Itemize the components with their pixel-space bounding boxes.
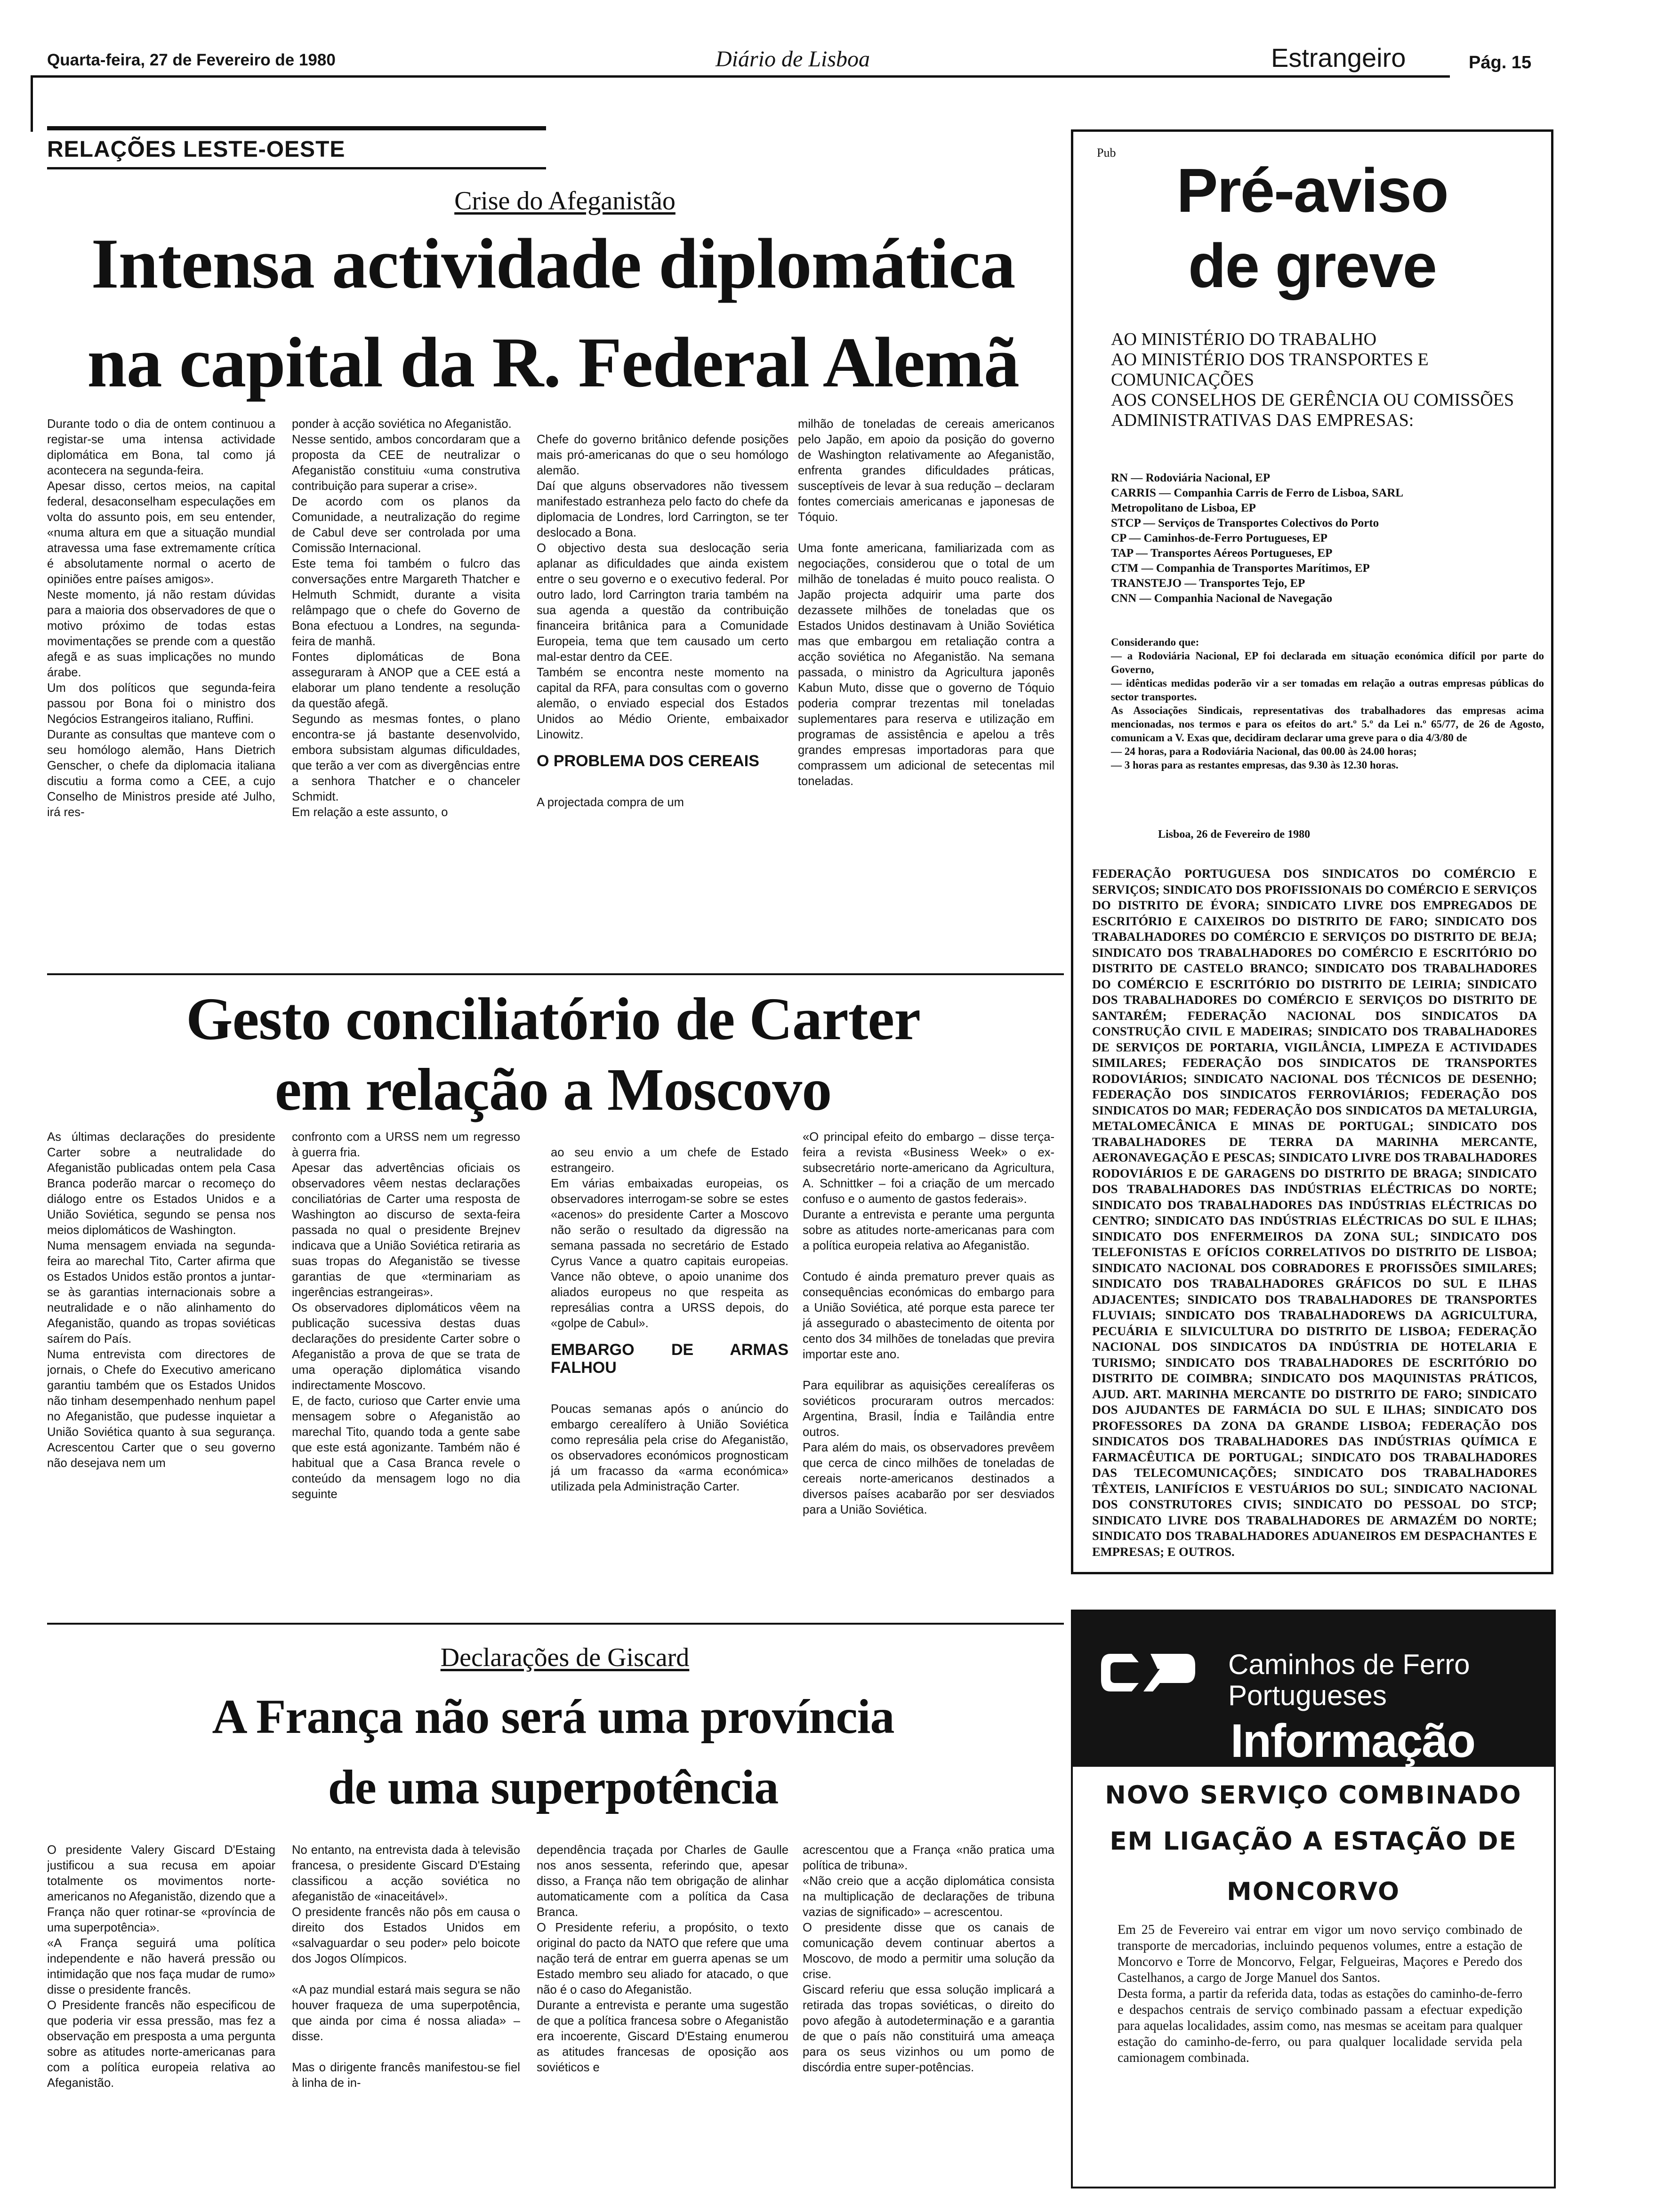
article1-column-4: milhão de toneladas de cereais americanos pelo Japão, em apoio da posição do governo de Washington relativamente ao Afeganistão, enfrenta grandes dificuldades práticas, susceptíveis de levar à sua redução – declaram fontes comerciais americanas e japonesas de Tóquio. Uma fonte americana, familiarizada com as negociações, considerou que o total de um milhão de toneladas é muito pouco realista. O Japão projecta adquirir uma parte dos dezassete milhões de toneladas que os Estados Unidos destinavam à União Soviética mas que embargou em retaliação contra a acção soviética no Afeganistão. Na semana passada, o ministro da Agricultura japonês Kabun Muto, disse que o governo de Tóquio poderia comprar trezentas mil toneladas suplementares para reserva e utilização em programas de assistência e apelou a três grandes empresas importadoras para que comprassem um adicional de setecentas mil toneladas. xyxy=(798,417,1054,788)
ad-strike-pub-label: Pub xyxy=(1097,146,1116,160)
article1-headline-line2: na capital da R. Federal Alemã xyxy=(87,323,1019,402)
cp-logo xyxy=(1099,1644,1198,1701)
article2-headline-line2: em relação a Moscovo xyxy=(274,1056,832,1123)
ad-strike-company: STCP — Serviços de Transportes Colectivos do Porto xyxy=(1111,517,1379,529)
ad-cp-headline-line2: EM LIGAÇÃO A ESTAÇÃO DE xyxy=(1110,1827,1517,1856)
masthead-paper-name: Diário de Lisboa xyxy=(716,47,870,72)
ad-strike-company: Metropolitano de Lisboa, EP xyxy=(1111,502,1256,514)
ad-strike-addressees: AO MINISTÉRIO DO TRABALHO AO MINISTÉRIO DOS TRANSPORTES E COMUNICAÇÕES AOS CONSELHOS DE GERÊNCIA OU COMISSÕES ADMINISTRATIVAS DAS EMPRESAS: xyxy=(1111,329,1514,430)
article2-column-1: As últimas declarações do presidente Carter sobre a neutralidade do Afeganistão publicadas ontem pela Casa Branca poderão marcar o recomeço do diálogo entre os Estados Unidos e a União Soviética, segundo se pensa nos meios diplomáticos de Washington. Numa mensagem enviada na segunda-feira ao marechal Tito, Carter afirma que os Estados Unidos estão prontos a juntar-se às garantias internacionais sobre a neutralidade e o não alinhamento do Afeganistão, quando as tropas soviéticas saírem do País. Numa entrevista com directores de jornais, o Chefe do Executivo americano garantiu também que os Estados Unidos não tinham desempenhado nenhum papel no Afeganistão, que pudesse inquietar a União Soviética quanto à sua segurança. Acrescentou Carter que o seu governo não desejava nem um xyxy=(47,1130,275,1470)
article2-headline-line1: Gesto conciliatório de Carter xyxy=(186,986,920,1052)
ad-cp-brand-line1: Caminhos de Ferro xyxy=(1228,1649,1470,1680)
ad-cp-header xyxy=(1073,1611,1554,1767)
article3-kicker: Declarações de Giscard xyxy=(440,1643,690,1672)
article2-column-3-continued: Poucas semanas após o anúncio do embargo cerealífero à União Soviética como represália pela crise do Afeganistão, os observadores económicos prognosticam já um fracasso da «arma económica» utilizada pela Administração Carter. xyxy=(551,1403,788,1493)
article1-headline-line1: Intensa actividade diplomática xyxy=(91,224,1015,303)
ad-strike-company: CARRIS — Companhia Carris de Ferro de Lisboa, SARL xyxy=(1111,487,1404,499)
ad-strike-title-line1: Pré-aviso xyxy=(1176,156,1448,225)
article3-column-1: O presidente Valery Giscard D'Estaing justificou a sua recusa em apoiar totalmente os movimentos norte-americanos no Afeganistão, dizendo que a França não quer rotinar-se «província de uma superpotência». «A França seguirá uma política independente e não haverá pressão ou intimidação que nos faça mudar de rumo» disse o presidente francês. O Presidente francês não especificou de que poderia vir essa pressão, mas fez a observação em presposta a uma pergunta sobre as atitudes norte-americanas para com a política europeia relativa ao Afeganistão. xyxy=(47,1843,275,2090)
article3-headline-line2: de uma superpotência xyxy=(328,1760,779,1814)
ad-strike-company: RN — Rodoviária Nacional, EP xyxy=(1111,472,1271,484)
masthead xyxy=(0,0,1657,89)
ad-cp-brand-line2: Portugueses xyxy=(1228,1680,1387,1711)
article3-column-2: No entanto, na entrevista dada à televisão francesa, o presidente Giscard D'Estaing classificou a acção soviética no afeganistão de «inaceitável». O presidente francês não pôs em causa o direito dos Estados Unidos em «salvaguardar o seu poder» pelo boicote dos Jogos Olímpicos. «A paz mundial estará mais segura se não houver fraqueza de uma superpotência, que ainda por cima é nossa aliada» – disse. Mas o dirigente francês manifestou-se fiel à linha de in- xyxy=(292,1843,520,2090)
ad-strike-date: Lisboa, 26 de Fevereiro de 1980 xyxy=(1158,828,1311,841)
ad-strike-notice xyxy=(1071,129,1553,1574)
article1-column-3-continued: A projectada compra de um xyxy=(537,796,684,809)
masthead-side-mark xyxy=(31,75,33,132)
ad-strike-title-line2: de greve xyxy=(1188,231,1436,300)
masthead-rule xyxy=(33,75,1450,78)
ad-cp-information xyxy=(1071,1610,1556,2188)
masthead-date: Quarta-feira, 27 de Fevereiro de 1980 xyxy=(47,51,336,69)
section-rule-top xyxy=(47,126,546,130)
ad-strike-company: CP — Caminhos-de-Ferro Portugueses, EP xyxy=(1111,532,1327,545)
article2-subhead-embargo: EMBARGO DE ARMAS FALHOU xyxy=(551,1341,788,1377)
ad-strike-company: CNN — Companhia Nacional de Navegação xyxy=(1111,592,1333,605)
article1-kicker: Crise do Afeganistão xyxy=(454,186,676,216)
article2-column-3 xyxy=(551,1130,788,1600)
ad-strike-company-list xyxy=(1111,471,1544,606)
article1-column-3-text: Chefe do governo britânico defende posições mais pró-americanas do que o seu homólogo alemão. Daí que alguns observadores não tivessem manifestado estranheza pelo facto do chefe da diplomacia de Londres, lord Carrington, se ter deslocado a Bona. O objectivo desta sua deslocação seria aplanar as dificuldades que ainda existem entre o seu governo e o executivo federal. Por outro lado, lord Carrington traria também na sua agenda a questão da contribuição financeira britânica para a Comunidade Europeia, tema que tem causado um certo mal-estar dentro da CEE. Também se encontra neste momento na capital da RFA, para consultas com o governo alemão, o enviado especial dos Estados Unidos ao Médio Oriente, embaixador Linowitz. xyxy=(537,433,788,741)
article1-bottom-rule xyxy=(47,973,1064,975)
article3-column-3: dependência traçada por Charles de Gaulle nos anos sessenta, referindo que, apesar disso, a França não tem obrigação de alinhar automaticamente com a política da Casa Branca. O Presidente referiu, a propósito, o texto original do pacto da NATO que refere que uma nação terá de entrar em guerra apenas se um Estado membro seu aliado for atacado, o que não é o caso do Afeganistão. Durante a entrevista e perante uma sugestão de que a política francesa sobre o Afeganistão era incoerente, Giscard D'Estaing enumerou as atitudes francesas de oposição aos soviéticos e xyxy=(537,1843,788,2074)
article3-column-4: acrescentou que a França «não pratica uma política de tribuna». «Não creio que a acção diplomática consista na multiplicação de declarações de tribuna vazias de significado» – acrescentou. O presidente disse que os canais de comunicação devem continuar abertos a Moscovo, de modo a permitir uma solução da crise. Giscard referiu que essa solução implicará a retirada das tropas soviéticas, o direito do povo afegão à autodeterminação e a garantia de que o país não constituirá uma ameaça para os seus vizinhos ou um pomo de discórdia entre super-potências. xyxy=(803,1843,1054,2074)
ad-cp-body: Em 25 de Fevereiro vai entrar em vigor um novo serviço combinado de transporte de mercadorias, incluindo pequenos volumes, entre a estação de Moncorvo e Torre de Moncorvo, Felgar, Felgueiras, Maçores e Peredo dos Castelhanos, a cargo de Jorge Manuel dos Santos. Desta forma, a partir da referida data, todas as estações do caminho-de-ferro e despachos centrais de serviço combinado passam a efectuar expedição para aquelas localidades, assim como, nas mesmas se aceitam para qualquer estação do caminho-de-ferro, ou para qualquer localidade servida pela camionagem combinada. xyxy=(1118,1923,1522,2065)
ad-cp-headline-line1: NOVO SERVIÇO COMBINADO xyxy=(1105,1781,1522,1810)
section-label: RELAÇÕES LESTE-OESTE xyxy=(47,137,346,162)
article1-column-1: Durante todo o dia de ontem continuou a registar-se uma intensa actividade diplomática em Bona, tal como já acontecera na segunda-feira. Apesar disso, certos meios, na capital federal, desaconselham especulações em volta do assunto pois, em seu entender, «numa altura em que a situação mundial atravessa uma fase extremamente crítica é absolutamente normal o acerto de opiniões entre países amigos». Neste momento, já não restam dúvidas para a maioria dos observadores de que o motivo próximo de todas estas movimentações se prende com a questão afegã e as suas implicações no mundo árabe. Um dos políticos que segunda-feira passou por Bona foi o ministro dos Negócios Estrangeiros italiano, Ruffini. Durante as consultas que manteve com o seu homólogo alemão, Hans Dietrich Genscher, o chefe da diplomacia italiana discutiu a forma como a CEE, a cujo Conselho de Ministros preside até Julho, irá res- xyxy=(47,417,275,819)
article2-column-3-text: ao seu envio a um chefe de Estado estrangeiro. Em várias embaixadas europeias, os observadores interrogam-se sobre se estes «acenos» do presidente Carter a Moscovo não serão o resultado da digressão na semana passada no secretário de Estado Cyrus Vance a quatro capitais europeias. Vance não obteve, o apoio unanime dos aliados europeus no que respeita as represálias contra a URSS depois, do «golpe de Cabul». xyxy=(551,1146,788,1330)
ad-strike-considerando: Considerando que: — a Rodoviária Nacional, EP foi declarada em situação económica difícil por parte do Governo, — idênticas medidas poderão vir a ser tomadas em relação a outras empresas públicas do sector transportes. As Associações Sindicais, representativas dos trabalhadores das empresas acima mencionadas, nos termos e para os efeitos do art.º 5.º da Lei n.º 65/77, de 26 de Agosto, comunicam a V. Exas que, decidiram declarar uma greve para o dia 4/3/80 de — 24 horas, para a Rodoviária Nacional, das 00.00 às 24.00 horas; — 3 horas para as restantes empresas, das 9.30 às 12.30 horas. xyxy=(1111,636,1544,771)
article1-column-2: ponder à acção soviética no Afeganistão. Nesse sentido, ambos concordaram que a proposta da CEE de neutralizar o Afeganistão constituiu «uma construtiva contribuição para superar a crise». De acordo com os planos da Comunidade, a neutralização do regime de Cabul deve ser controlada por uma Comissão Internacional. Este tema foi também o fulcro das conversações entre Margareth Thatcher e Helmuth Schmidt, durante a visita relâmpago que o chefe do Governo de Bona efectuou a Londres, na segunda-feira de manhã. Fontes diplomáticas de Bona asseguraram à ANOP que a CEE está a elaborar um plano tendente a resolução da questão afegã. Segundo as mesmas fontes, o plano encontra-se já bastante desenvolvido, embora subsistam algumas dificuldades, que terão a ver com as divergências entre a senhora Thatcher e o chanceler Schmidt. Em relação a este assunto, o xyxy=(292,417,520,819)
article2-column-4: «O principal efeito do embargo – disse terça-feira a revista «Business Week» o ex-subsecretário norte-americano da Agricultura, A. Schnittker – foi a criação de um mercado confuso e o aumento de gastos federais». Durante a entrevista e perante uma pergunta sobre as atitudes norte-americanas para com a política europeia relativa ao Afeganistão. Contudo é ainda prematuro prever quais as consequências económicas do embargo para a União Soviética, até porque esta parece ter já assegurado o abastecimento de oitenta por cento dos 34 milhões de toneladas que previra importar este ano. Para equilibrar as aquisições cerealíferas os soviéticos procuraram outros mercados: Argentina, Brasil, Índia e Tailândia entre outros. Para além do mais, os observadores prevêem que cerca de cinco milhões de toneladas de cereais norte-americanos destinados a diversos países acabarão por ser desviados para a União Soviética. xyxy=(803,1130,1054,1516)
ad-strike-signatories: FEDERAÇÃO PORTUGUESA DOS SINDICATOS DO COMÉRCIO E SERVIÇOS; SINDICATO DOS PROFISSIONAIS DO COMÉRCIO E SERVIÇOS DO DISTRITO DE ÉVORA; SINDICATO LIVRE DOS EMPREGADOS DE ESCRITÓRIO E CAIXEIROS DO DISTRITO DE FARO; SINDICATO DOS TRABALHADORES DO COMÉRCIO E SERVIÇOS DO DISTRITO DE BEJA; SINDICATO DOS TRABALHADORES DO COMÉRCIO E ESCRITÓRIO DO DISTRITO DE CASTELO BRANCO; SINDICATO DOS TRABALHADORES DO COMÉRCIO E ESCRITÓRIO DO DISTRITO DE LEIRIA; SINDICATO DOS TRABALHADORES DO COMÉRCIO E SERVIÇOS DO DISTRITO DE SANTARÉM; FEDERAÇÃO NACIONAL DOS SINDICATOS DA CONSTRUÇÃO CIVIL E MADEIRAS; SINDICATO DOS TRABALHADORES DE SERVIÇOS DE PORTARIA, VIGILÂNCIA, LIMPEZA E ACTIVIDADES SIMILARES; FEDERAÇÃO DOS SINDICATOS DE TRANSPORTES RODOVIÁRIOS; SINDICATO NACIONAL DOS TÉCNICOS DE DESENHO; FEDERAÇÃO DOS SINDICATOS FERROVIÁRIOS; FEDERAÇÃO DOS SINDICATOS DO MAR; FEDERAÇÃO DOS SINDICATOS DA METALURGIA, METALOMECÂNICA E MINAS DE PORTUGAL; SINDICATO DOS TRABALHADORES DE TERRA DA MARINHA MERCANTE, AERONAVEGAÇÃO E PESCAS; SINDICATO LIVRE DOS TRABALHADORES RODOVIÁRIOS E DE GARAGENS DO DISTRITO DE BRAGA; SINDICATO DOS TRABALHADORES DAS INDÚSTRIAS ELÉCTRICAS DO NORTE; SINDICATO DOS TRABALHADORES DAS INDÚSTRIAS ELÉCTRICAS DO CENTRO; SINDICATO DAS INDÚSTRIAS ELÉCTRICAS DO SUL E ILHAS; SINDICATO DOS ENFERMEIROS DA ZONA SUL; SINDICATO DOS TELEFONISTAS E OFÍCIOS CORRELATIVOS DO DISTRITO DE LISBOA; SINDICATO NACIONAL DOS COBRADORES E PROFISSÕES SIMILARES; SINDICATO DOS TRABALHADORES GRÁFICOS DO SUL E ILHAS ADJACENTES; SINDICATO DOS TRABALHADORES DE TRANSPORTES FLUVIAIS; SINDICATO DOS TRABALHADOREWS DA AGRICULTURA, PECUÁRIA E SILVICULTURA DO DISTRITO DE LISBOA; FEDERAÇÃO NACIONAL DOS SINDICATOS DA INDÚSTRIA DE HOTELARIA E TURISMO; SINDICATO DOS TRABALHADORES DE ESCRITÓRIO DO DISTRITO DE COIMBRA; SINDICATO DOS MAQUINISTAS PRÁTICOS, AJUD. ART. MARINHA MERCANTE DO DISTRITO DE FARO; SINDICATO DOS AJUDANTES DE FARMÁCIA DO SUL E ILHAS; SINDICATO DOS PROFESSORES DA ZONA DA GRANDE LISBOA; FEDERAÇÃO DOS SINDICATOS DOS TRABALHADORES DAS INDÚSTRIAS QUÍMICA E FARMACÊUTICA DE PORTUGAL; SINDICATO DOS TRABALHADORES DAS TELECOMUNICAÇÕES; SINDICATO DOS TRABALHADORES TÊXTEIS, LANIFÍCIOS E VESTUÁRIOS DO SUL; SINDICATO NACIONAL DOS CONSTRUTORES CIVIS; SINDICATO DO PESSOAL DO STCP; SINDICATO LIVRE DOS TRABALHADORES DE ARMAZÉM DO NORTE; SINDICATO DOS TRABALHADORES ADUANEIROS EM DESPACHANTES E EMPRESAS; E OUTROS. xyxy=(1092,866,1537,1559)
article2-bottom-rule xyxy=(47,1623,1064,1625)
masthead-section: Estrangeiro xyxy=(1271,43,1406,72)
section-rule-bottom xyxy=(47,167,546,169)
article1-subhead-cereais: O PROBLEMA DOS CEREAIS xyxy=(537,752,759,770)
ad-strike-company: TAP — Transportes Aéreos Portugueses, EP xyxy=(1111,547,1333,560)
masthead-page-number: Pág. 15 xyxy=(1469,53,1532,72)
article3-headline-line1: A França não será uma província xyxy=(212,1690,894,1744)
ad-cp-banner: Informação xyxy=(1231,1715,1475,1767)
ad-strike-company: TRANSTEJO — Transportes Tejo, EP xyxy=(1111,577,1305,590)
article2-column-2: confronto com a URSS nem um regresso à guerra fria. Apesar das advertências oficiais os observadores vêem nestas declarações conciliatórias de Carter uma resposta de Washington ao discurso de sexta-feira passada no qual o presidente Brejnev indicava que a União Soviética retiraria as suas tropas do Afeganistão se tivesse garantias de que «terminariam as ingerências estrangeiras». Os observadores diplomáticos vêem na publicação sucessiva destas duas declarações do presidente Carter sobre o Afeganistão a prova de que se trata de uma operação diplomática visando indirectamente Moscovo. E, de facto, curioso que Carter envie uma mensagem sobre o Afeganistão ao marechal Tito, quando toda a gente sabe que este está agonizante. Também não é habitual que a Casa Branca revele o conteúdo da mensagem logo no dia seguinte xyxy=(292,1130,520,1501)
article1-column-3 xyxy=(537,417,788,958)
ad-cp-headline-line3: MONCORVO xyxy=(1226,1877,1400,1906)
ad-strike-company: CTM — Companhia de Transportes Marítimos, EP xyxy=(1111,562,1370,575)
